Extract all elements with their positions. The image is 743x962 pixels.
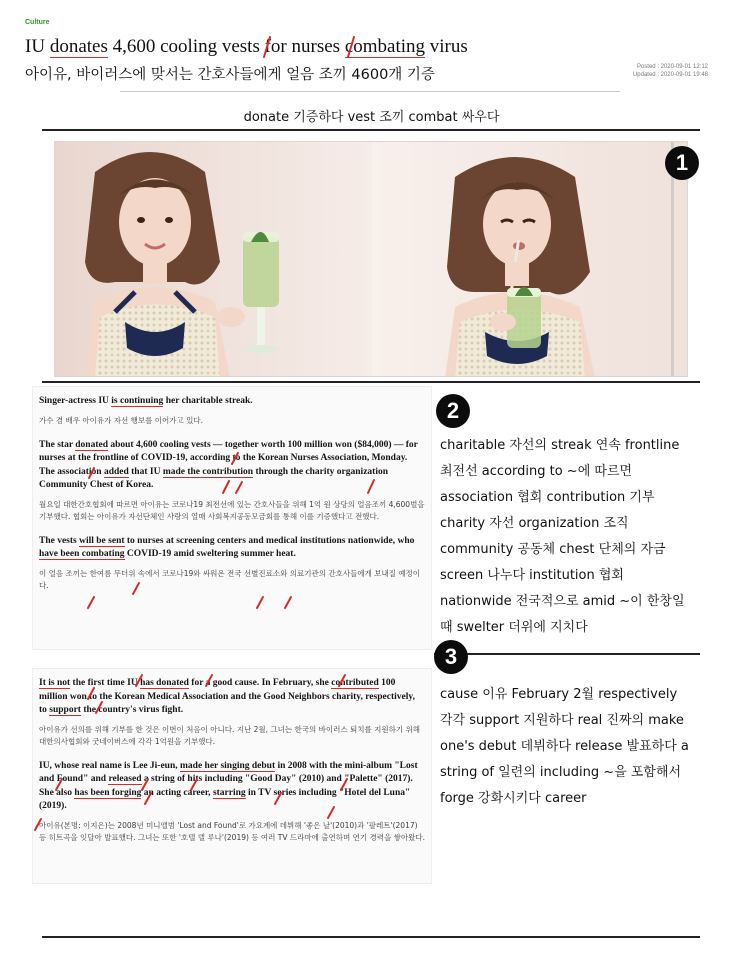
vocab-list-2: charitable 자선의 streak 연속 frontline 최전선 according to ~에 따르면 association 협회 contribution 기부 charity 자선 organization 조직 community 공동체 chest 단체의 자금 screen 나누다 institution 협회 nationwide 전국적으로 amid ~이 한창일 때 swelter 더위에 지치다 (440, 438, 685, 635)
header-divider (120, 91, 620, 92)
badge-1: 1 (665, 146, 699, 180)
paragraph-ko-2: 월요일 대한간호협회에 따르면 아이유는 코로나19 최전선에 있는 간호사들을 위해 1억 원 상당의 얼음조끼 4,600벌을 기부했다. 협회는 아이유가 자선단체인 사랑의 열매 사회복지공동모금회를 통해 이를 기증했다고 전했다. (39, 499, 425, 521)
badge-2: 2 (436, 394, 470, 428)
vocab-headline: donate 기증하다 vest 조끼 combat 싸우다 (243, 110, 500, 125)
underlined-phrase: have been combating (39, 549, 125, 559)
updated-date: Updated : 2020-09-01 19:48 (632, 72, 708, 78)
posted-date: Posted : 2020-09-01 12:12 (636, 64, 708, 70)
article-excerpt-3 (32, 668, 432, 884)
paragraph-ko-5: 아이유(본명: 이지은)는 2008년 미니앨범 'Lost and Found'로 가요계에 데뷔해 '좋은 날'(2010)과 '팔레트'(2017) 등 히트곡을 잇달아 발표했다. 그녀는 또한 '호텔 델 루나'(2019) 등 여러 TV 드라마에 출연하며 연기 경력을 쌓아왔다. (39, 820, 425, 842)
article-photo (54, 141, 688, 377)
badge-3: 3 (434, 640, 468, 674)
paragraph-en-3: The vests will be sent to nurses at screening centers and medical institutions nationwide, who have been combating COVID-19 amid sweltering summer heat. (39, 535, 415, 559)
underlined-word-combating: combating (344, 36, 426, 57)
paragraph-ko-1: 가수 겸 배우 아이유가 자선 행보를 이어가고 있다. (39, 415, 203, 425)
underlined-phrase: made her singing debut (180, 760, 276, 771)
paragraph-en-4: It is not the first time IU has donated for a good cause. In February, she contributed 100 million won to the Korean Medical Association and the Good Neighbors charity, respectively, to support the country's virus fight. (39, 678, 415, 715)
divider-3 (434, 653, 700, 655)
paragraph-en-2: The star donated about 4,600 cooling vests — together worth 100 million won ($84,000) — for nurses at the frontline of COVID-19, according to the Korean Nurses Association, Monday. The association added that IU made the contribution through the charity organization Community Chest of Korea. (39, 439, 418, 490)
headline-part: virus (425, 36, 468, 57)
underlined-phrase: contributed (331, 678, 379, 688)
underlined-phrase: is continuing (111, 396, 164, 406)
divider-2 (42, 381, 700, 383)
divider-1 (42, 129, 700, 131)
headline-part: 4,600 cooling vests for nurses (107, 36, 345, 57)
underlined-phrase: has been forging (74, 787, 142, 798)
underlined-phrase: starring (212, 787, 246, 798)
post-meta (633, 63, 708, 79)
headline-english (25, 36, 468, 58)
underlined-phrase: It is not (39, 678, 71, 688)
article-excerpt-2 (32, 386, 432, 650)
underlined-phrase: has donated (140, 678, 189, 688)
vocab-list-3: cause 이유 February 2월 respectively 각각 support 지원하다 real 진짜의 make one's debut 데뷔하다 release 발표하다 a string of 일련의 including ~을 포함해서 forge 강화시키다 career (440, 687, 689, 806)
underlined-phrase: added (103, 466, 129, 477)
headline-korean: 아이유, 바이러스에 맞서는 간호사들에게 얼음 조끼 4600개 기증 (25, 67, 435, 83)
underlined-word-donates: donates (49, 36, 108, 57)
underlined-phrase: made the contribution (162, 466, 254, 477)
underlined-phrase: will be sent (79, 535, 125, 546)
paragraph-en-5: IU, whose real name is Lee Ji-eun, made her singing debut in 2008 with the mini-album "Lost and Found" and released a string of hits including "Good Day" (2010) and "Palette" (2017). She also has been forging an acting career, starring in TV series including "Hotel del Luna" (2019). (39, 760, 418, 811)
underlined-phrase: released (108, 774, 142, 784)
section-label[interactable]: Culture (25, 19, 50, 26)
paragraph-ko-3: 이 얼음 조끼는 한여름 무더위 속에서 코로나19와 싸워온 전국 선별진료소와 의료기관의 간호사들에게 보내질 예정이다. (39, 568, 421, 590)
paragraph-en-1: Singer-actress IU is continuing her charitable streak. (39, 396, 253, 406)
paragraph-ko-4: 아이유가 선의를 위해 기부를 한 것은 이번이 처음이 아니다. 지난 2월, 그녀는 한국의 바이러스 퇴치를 지원하기 위해 대한의사협회와 굿네이버스에 각각 1억원을 기부했다. (39, 724, 420, 746)
headline-part: IU (25, 36, 50, 57)
photo-illustration (55, 142, 688, 377)
underlined-phrase: support (49, 705, 81, 715)
underlined-phrase: donated (75, 439, 108, 450)
right-portrait (372, 142, 688, 377)
divider-4 (42, 936, 700, 938)
